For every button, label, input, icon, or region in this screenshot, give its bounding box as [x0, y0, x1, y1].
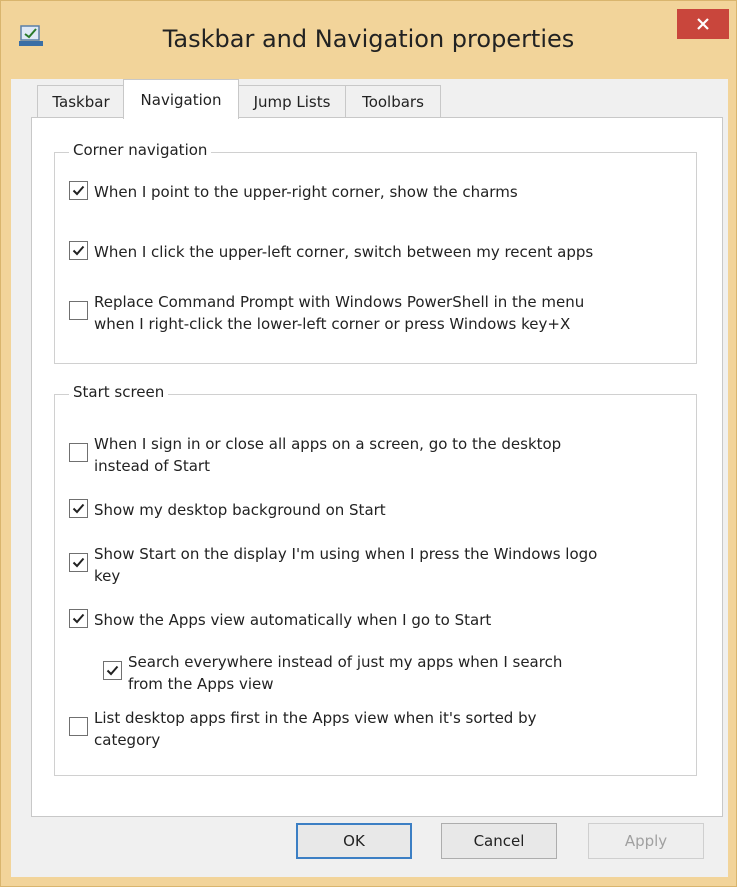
option-label: List desktop apps first in the Apps view when it's sorted by category	[94, 709, 537, 749]
option-label: When I sign in or close all apps on a screen, go to the desktop instead of Start	[94, 435, 562, 475]
option-show-charms[interactable]	[69, 181, 518, 203]
checkbox[interactable]	[69, 443, 88, 462]
option-go-to-desktop[interactable]	[69, 433, 561, 477]
window-title: Taskbar and Navigation properties	[162, 25, 575, 53]
checkbox[interactable]	[69, 181, 88, 200]
option-switch-recent-apps[interactable]	[69, 241, 593, 263]
option-label: Show Start on the display I'm using when I press the Windows logo key	[94, 545, 598, 585]
ok-button[interactable]: OK	[296, 823, 412, 859]
checkbox[interactable]	[69, 717, 88, 736]
checkmark-icon	[72, 184, 85, 197]
option-replace-command-prompt[interactable]	[69, 291, 584, 335]
option-label: Show the Apps view automatically when I go to Start	[94, 611, 492, 629]
option-search-everywhere[interactable]	[103, 651, 562, 695]
option-start-on-current-display[interactable]	[69, 543, 597, 587]
option-label: Search everywhere instead of just my apps when I search from the Apps view	[128, 653, 563, 693]
checkmark-icon	[72, 502, 85, 515]
close-button[interactable]	[677, 9, 729, 39]
apply-button[interactable]: Apply	[588, 823, 704, 859]
tab-taskbar[interactable]: Taskbar	[37, 85, 125, 117]
checkmark-icon	[72, 556, 85, 569]
start-screen-legend: Start screen	[69, 383, 168, 401]
checkbox[interactable]	[69, 499, 88, 518]
option-desktop-apps-first[interactable]	[69, 707, 537, 751]
checkbox[interactable]	[69, 609, 88, 628]
cancel-button[interactable]: Cancel	[441, 823, 557, 859]
option-label: Show my desktop background on Start	[94, 501, 386, 519]
tab-navigation[interactable]: Navigation	[123, 79, 239, 119]
checkbox[interactable]	[103, 661, 122, 680]
checkmark-icon	[106, 664, 119, 677]
option-label: When I click the upper-left corner, switch between my recent apps	[94, 243, 594, 261]
start-screen-group	[54, 383, 697, 776]
checkbox[interactable]	[69, 553, 88, 572]
title-bar[interactable]	[1, 1, 736, 79]
tab-jump-lists[interactable]: Jump Lists	[237, 85, 347, 117]
corner-navigation-legend: Corner navigation	[69, 141, 211, 159]
checkmark-icon	[72, 612, 85, 625]
checkbox[interactable]	[69, 301, 88, 320]
option-apps-view-automatically[interactable]	[69, 609, 491, 631]
checkmark-icon	[72, 244, 85, 257]
navigation-tab-panel	[31, 117, 723, 817]
close-icon	[696, 17, 710, 31]
option-desktop-background-on-start[interactable]	[69, 499, 386, 521]
dialog-client-area	[11, 79, 728, 877]
option-label: Replace Command Prompt with Windows PowerShell in the menu when I right-click the lower-left corner or press Windows key+X	[94, 293, 585, 333]
corner-navigation-group	[54, 141, 697, 364]
option-label: When I point to the upper-right corner, show the charms	[94, 183, 518, 201]
tab-toolbars[interactable]: Toolbars	[345, 85, 441, 117]
checkbox[interactable]	[69, 241, 88, 260]
